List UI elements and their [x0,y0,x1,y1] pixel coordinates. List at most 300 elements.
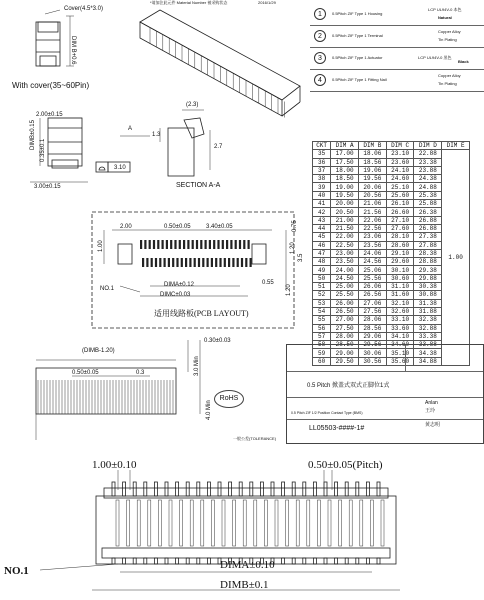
pcb-pad [164,258,166,267]
table-cell: 28.38 [414,249,442,257]
zoom-pin-top [154,482,157,496]
table-cell: 41 [313,200,331,208]
zoom-dima: DIMA±0.10 [220,559,275,571]
zoom-pin-top [303,482,306,496]
table-cell: 18.56 [358,158,386,166]
table-cell: 26.38 [414,208,442,216]
zoom-pin-bottom [207,558,210,564]
table-cell: 29.00 [331,349,359,357]
pcb-pad [202,258,204,267]
zoom-pin-body [286,500,289,546]
zoom-pin-body [254,500,257,546]
table-cell: 25.88 [414,200,442,208]
table-cell: 30.06 [358,349,386,357]
table-cell: 34.88 [414,357,442,365]
pcb-pad [168,258,170,267]
table-cell: 27.56 [358,307,386,315]
table-cell: 28.60 [386,241,414,249]
part-num: 1 [314,8,326,20]
table-cell: 40 [313,191,331,199]
fpc-dim-0-30: 0.30±0.03 [204,338,231,344]
dim-3-00: 3.00±0.15 [34,184,61,190]
table-cell: 33.10 [386,316,414,324]
table-cell: 29.50 [331,357,359,365]
table-cell: 23.60 [386,158,414,166]
table-cell: 32.10 [386,299,414,307]
table-cell: 26.56 [358,291,386,299]
table-cell: 53 [313,299,331,307]
zoom-dimb: DIMB±0.1 [220,579,269,591]
zoom-pin-body [127,500,130,546]
table-cell: 20.06 [358,183,386,191]
zoom-pin-top [218,482,221,496]
table-cell: 20.00 [331,200,359,208]
table-cell: 24.06 [358,249,386,257]
zoom-pin-body [328,500,331,546]
part-mat: Copper Alloy [438,29,461,34]
table-cell: 59 [313,349,331,357]
table-cell: 28.06 [358,316,386,324]
table-cell: 29.60 [386,258,414,266]
zoom-pin-top [271,482,274,496]
pcb-pad [157,240,159,249]
zoom-pin-top [260,482,263,496]
pcb-pad [232,258,234,267]
pcb-pad [217,240,219,249]
table-cell: 33.88 [414,341,442,349]
pcb-pad [159,258,161,267]
table-cell: 29.38 [414,266,442,274]
pcb-pad [213,240,215,249]
zoom-pin-body [275,500,278,546]
zoom-pin-body [211,500,214,546]
pcb-pad [162,240,164,249]
table-cell: 51 [313,283,331,291]
zoom-pin-bottom [356,558,359,564]
pcb-pad [155,258,157,267]
table-cell: 25.38 [414,191,442,199]
pcb-pad [166,240,168,249]
table-cell: 54 [313,307,331,315]
pcb-pad [219,258,221,267]
table-cell: 32.38 [414,316,442,324]
table-cell: 27.00 [331,316,359,324]
zoom-pin-body [169,500,172,546]
table-cell: 37 [313,166,331,174]
table-cell: 24.88 [414,183,442,191]
rohs-badge [214,390,244,408]
zoom-pin-body [222,500,225,546]
table-cell: 48 [313,258,331,266]
pcb-pad [140,240,142,249]
zoom-pin-top [292,482,295,496]
zoom-pin-top [335,482,338,496]
part-num: 3 [314,52,326,64]
part-finish: Tin Plating [438,37,457,42]
th-ckt: CKT [313,142,331,150]
table-cell: 34.38 [414,349,442,357]
pcb-dimc: DIMC±0.03 [160,292,191,298]
pcb-pad [174,240,176,249]
table-cell: 30.56 [358,357,386,365]
with-cover-label: With cover(35~60Pin) [12,81,90,90]
th-dimd: DIM D [414,142,442,150]
zoom-pin-bottom [186,558,189,564]
table-cell: 22.00 [331,233,359,241]
table-cell: 33.38 [414,332,442,340]
table-cell: 29.10 [386,249,414,257]
table-cell: 19.00 [331,183,359,191]
table-header-row [313,142,470,150]
table-cell: 26.88 [414,224,442,232]
pcb-pad [248,240,250,249]
pcb-pad [142,258,144,267]
table-cell: 27.10 [386,216,414,224]
table-cell: 21.50 [331,224,359,232]
table-cell: 35.60 [386,357,414,365]
pcb-pad [207,258,209,267]
zoom-pin-body [317,500,320,546]
table-cell: 20.56 [358,191,386,199]
zoom-pin-body [307,500,310,546]
zoom-pin-bottom [133,558,136,564]
table-cell: 23.38 [414,158,442,166]
zoom-pin-bottom [335,558,338,564]
dim-2-00: 2.00±0.15 [36,112,63,118]
table-cell: 23.10 [386,150,414,158]
tb-designer: Anlan [425,400,438,406]
part-row-2 [310,26,484,48]
table-cell: 28.50 [331,341,359,349]
tb-subtitle: 0.5 Pitch ZIF 1/2 Position Contact Type (BMS) [291,411,363,415]
table-cell: 27.38 [414,233,442,241]
zoom-pin-bottom [282,558,285,564]
table-cell: 19.56 [358,175,386,183]
table-cell: 42 [313,208,331,216]
table-cell: 23.50 [331,258,359,266]
zoom-pin-bottom [292,558,295,564]
zoom-pin-body [158,500,161,546]
th-dima: DIM A [331,142,359,150]
zoom-pin-top [282,482,285,496]
cover-dim: DIM B+0.6 [70,36,76,65]
table-cell: 60 [313,357,331,365]
dimension-table [312,141,470,366]
table-cell: 17.50 [331,158,359,166]
th-dime: DIM E [442,142,470,150]
zoom-pin-bottom [197,558,200,564]
part-mat: LCP UL94V-0 本色 [428,7,462,12]
dim-0-35: 0.35±0.1 [40,138,46,162]
section-arrow-label: A [128,126,133,132]
zoom-pin-bottom [176,558,179,564]
zoom-pin-body [233,500,236,546]
pcb-pad [170,240,172,249]
table-cell: 38 [313,175,331,183]
zoom-pin-bottom [123,558,126,564]
pcb-dim-0-50: 0.50±0.05 [164,224,191,230]
part-finish: Black [458,59,469,64]
zoom-pin-top [207,482,210,496]
dim-e-cell: 1.00 [442,150,470,366]
table-cell: 58 [313,341,331,349]
table-cell: 47 [313,249,331,257]
zoom-pin-body [370,500,373,546]
pcb-pad [179,240,181,249]
zoom-pin-body [148,500,151,546]
zoom-pin-body [360,500,363,546]
table-cell: 49 [313,266,331,274]
pcb-pad [183,240,185,249]
table-cell: 26.50 [331,307,359,315]
table-cell: 22.50 [331,241,359,249]
pcb-dim-1-20: 1.20 [290,242,296,254]
pcb-pad [198,258,200,267]
pcb-pad [239,240,241,249]
pcb-pad [237,258,239,267]
section-dim-2-7: 2.7 [214,144,223,150]
zoom-pin-body [137,500,140,546]
table-cell: 26.60 [386,208,414,216]
zoom-pin-top [345,482,348,496]
th-dimc: DIM C [386,142,414,150]
part-desc: 0.5Pitch ZIF Type 1 Fitting Nail [332,77,387,82]
table-cell: 19.50 [331,191,359,199]
zoom-no1: NO.1 [4,565,29,577]
zoom-pin-top [356,482,359,496]
pcb-pad [209,240,211,249]
section-dim-2-3: (2.3) [186,102,199,108]
table-cell: 44 [313,224,331,232]
zoom-pin-top [366,482,369,496]
pcb-pad [187,240,189,249]
pcb-pad [205,240,207,249]
part-finish: Tin Plating [438,81,457,86]
zoom-lines [0,446,484,600]
pcb-pad [189,258,191,267]
zoom-pin-top [123,482,126,496]
pcb-pad [211,258,213,267]
table-cell: 25.60 [386,191,414,199]
table-cell: 29.88 [414,274,442,282]
table-cell: 50 [313,274,331,282]
pcb-dim-2-00: 2.00 [120,224,132,230]
cover-label: Cover(4.5*3.0) [64,6,104,12]
table-row [313,150,470,158]
pcb-dim-1-20b: 1.20 [286,284,292,296]
table-cell: 32.60 [386,307,414,315]
table-cell: 27.50 [331,324,359,332]
tb-tolerance: 一般公差(TOLERANCE) [233,436,277,441]
part-row-3 [310,48,484,70]
table-cell: 33.60 [386,324,414,332]
table-cell: 22.56 [358,224,386,232]
dim-3-10: 3.10 [114,165,126,171]
pcb-dima: DIMA±0.12 [164,282,194,288]
part-num: 2 [314,30,326,42]
table-cell: 31.10 [386,283,414,291]
pcb-pad [153,240,155,249]
table-cell: 30.38 [414,283,442,291]
table-cell: 35 [313,150,331,158]
zoom-pin-top [377,482,380,496]
part-desc: 0.5Pitch ZIF Type 1 Housing [332,11,383,16]
table-cell: 55 [313,316,331,324]
table-cell: 26.10 [386,200,414,208]
table-cell: 34.60 [386,341,414,349]
table-cell: 29.06 [358,332,386,340]
table-cell: 26.00 [331,299,359,307]
table-cell: 32.88 [414,324,442,332]
table-cell: 23.88 [414,166,442,174]
table-cell: 24.56 [358,258,386,266]
table-cell: 24.38 [414,175,442,183]
table-cell: 25.50 [331,291,359,299]
tb-part-no: LL05503-####-1# [309,425,365,432]
zoom-pin-top [250,482,253,496]
pcb-pad [146,258,148,267]
pcb-dim-0-55: 0.55 [262,280,274,286]
pcb-pad [176,258,178,267]
zoom-pin-top [144,482,147,496]
zoom-pin-body [201,500,204,546]
tb-title: 0.5 Pitch 掀盖式双式正脚位1式 [307,383,390,389]
table-cell: 46 [313,241,331,249]
pcb-pad [215,258,217,267]
table-cell: 17.00 [331,150,359,158]
table-cell: 24.60 [386,175,414,183]
table-cell: 18.50 [331,175,359,183]
fpc-dim-4-0: 4.0 Min [206,400,212,420]
zoom-pin-body [116,500,119,546]
table-cell: 18.06 [358,150,386,158]
zoom-pin-top [229,482,232,496]
zoom-pin-top [324,482,327,496]
table-cell: 24.00 [331,266,359,274]
zoom-pin-top [186,482,189,496]
tb-approver: 黄志明 [425,422,441,428]
zoom-pin-bottom [112,558,115,564]
pcb-pad [144,240,146,249]
fpc-dim-3-0: 3.0 Min [194,356,200,376]
top-note: *请加注此元件 Material Number 被采购状态 [150,0,228,5]
pcb-pad [241,258,243,267]
table-cell: 27.60 [386,224,414,232]
table-cell: 39 [313,183,331,191]
table-cell: 23.06 [358,233,386,241]
dim-dimb: DIMB±0.15 [30,120,36,150]
pcb-dim-1-00: 1.00 [98,240,104,252]
table-cell: 30.10 [386,266,414,274]
table-cell: 36 [313,158,331,166]
table-cell: 18.00 [331,166,359,174]
table-cell: 29.56 [358,341,386,349]
table-cell: 52 [313,291,331,299]
zoom-detail [0,446,484,600]
table-cell: 31.60 [386,291,414,299]
zoom-pin-bottom [165,558,168,564]
zoom-pin-body [296,500,299,546]
zoom-pin-body [264,500,267,546]
pcb-pad [245,258,247,267]
part-desc: 0.5Pitch ZIF Type 1 Terminal [332,33,383,38]
pcb-pad [181,258,183,267]
table-cell: 21.06 [358,200,386,208]
th-dimb: DIM B [358,142,386,150]
table-cell: 28.56 [358,324,386,332]
zoom-pitch: 0.50±0.05(Pitch) [308,459,383,471]
table-cell: 24.50 [331,274,359,282]
zoom-pin-bottom [144,558,147,564]
rohs-text: RoHS [219,395,239,402]
pcb-pad [185,258,187,267]
pcb-dim-3-40: 3.40±0.05 [206,224,233,230]
part-desc: 0.5Pitch ZIF Type 1 Actuator [332,55,383,60]
pcb-pad [192,240,194,249]
zoom-pin-top [239,482,242,496]
pcb-dim-0-75: 0.75 [292,220,298,232]
table-cell: 26.88 [414,216,442,224]
table-cell: 31.38 [414,299,442,307]
zoom-pin-body [180,500,183,546]
table-cell: 25.10 [386,183,414,191]
zoom-pin-top [313,482,316,496]
section-label: SECTION A-A [176,182,221,189]
pcb-pad [194,258,196,267]
pcb-pad [172,258,174,267]
table-cell: 28.00 [331,332,359,340]
pcb-no1: NO.1 [100,286,115,292]
part-num: 4 [314,74,326,86]
zoom-pin-top [176,482,179,496]
pcb-pad [200,240,202,249]
table-cell: 19.06 [358,166,386,174]
table-cell: 23.56 [358,241,386,249]
table-cell: 31.88 [414,307,442,315]
table-cell: 26.06 [358,283,386,291]
table-cell: 27.06 [358,299,386,307]
zoom-pin-bottom [345,558,348,564]
part-finish: Natural [438,15,452,20]
part-mat: Copper Alloy [438,73,461,78]
fpc-dimb: (DIMB-1.20) [82,348,115,354]
pcb-pad [230,240,232,249]
zoom-pin-bottom [377,558,380,564]
table-cell: 22.88 [414,150,442,158]
zoom-pin-top [197,482,200,496]
table-cell: 30.60 [386,274,414,282]
zoom-pin-bottom [324,558,327,564]
zoom-pin-bottom [313,558,316,564]
pcb-pad [235,240,237,249]
pcb-pad [224,258,226,267]
pcb-caption: 适用线路板(PCB LAYOUT) [154,309,249,318]
zoom-pin-body [381,500,384,546]
zoom-pin-top [133,482,136,496]
table-cell: 57 [313,332,331,340]
tb-checker: 王玲 [425,408,436,414]
pcb-pad [222,240,224,249]
table-cell: 35.10 [386,349,414,357]
fpc-dim-0-3: 0.3 [136,370,145,376]
table-cell: 25.56 [358,274,386,282]
zoom-pin-body [349,500,352,546]
zoom-pin-body [339,500,342,546]
table-cell: 43 [313,216,331,224]
table-cell: 27.88 [414,241,442,249]
table-cell: 56 [313,324,331,332]
table-cell: 45 [313,233,331,241]
